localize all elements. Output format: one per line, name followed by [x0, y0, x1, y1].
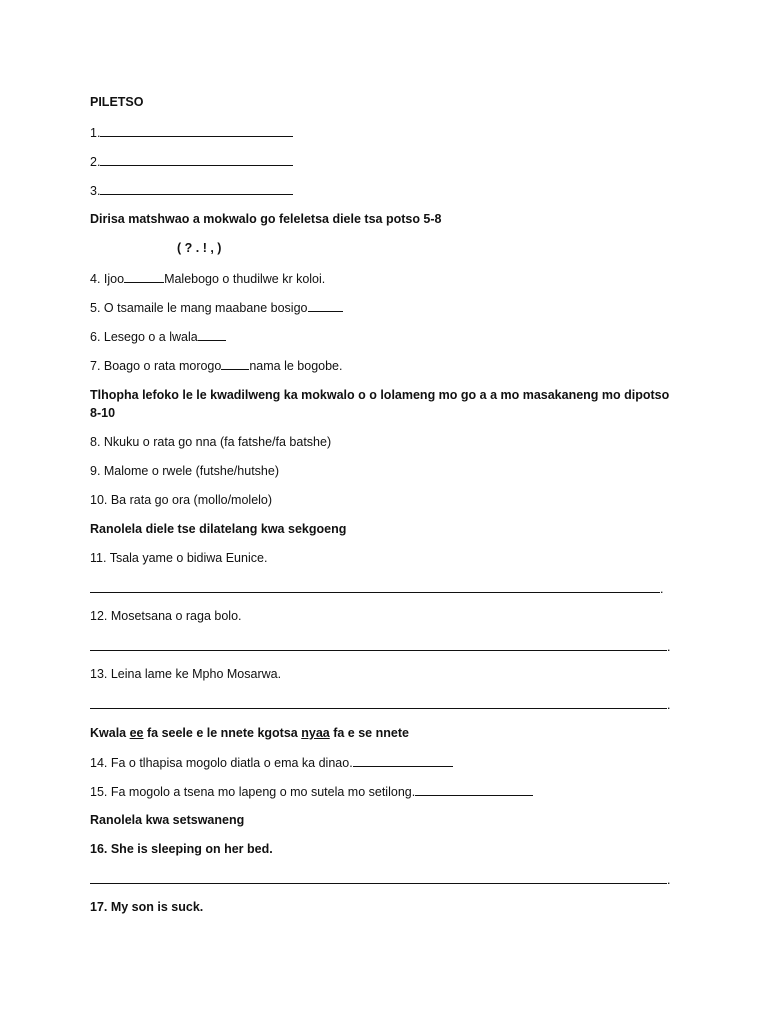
question-text: 4. Ijoo: [90, 272, 125, 286]
answer-number: 2.: [90, 155, 101, 169]
question-10: 10. Ba rata go ora (mollo/molelo): [90, 493, 273, 507]
answer-line-11[interactable]: [90, 580, 663, 594]
section5-instruction: Ranolela kwa setswaneng: [90, 813, 245, 827]
line-end: .: [667, 873, 671, 887]
instruction-text: Kwala: [90, 726, 130, 740]
question-text: 6. Lesego o a lwala: [90, 330, 198, 344]
question-7: [90, 357, 342, 374]
answer-line-1[interactable]: [90, 124, 293, 141]
answer-number: 3.: [90, 184, 101, 198]
answer-line-12[interactable]: [90, 638, 670, 652]
section2-instruction: Tlhopha lefoko le le kwadilweng ka mokwalo o o lolameng mo go a a mo masakaneng mo dipotso 8-10: [90, 388, 670, 420]
line-end: .: [667, 698, 671, 712]
blank[interactable]: [415, 783, 533, 796]
question-text: 14. Fa o tlhapisa mogolo diatla o ema ka dinao.: [90, 756, 353, 770]
instruction-ee: ee: [129, 726, 144, 740]
question-17: 17. My son is suck.: [90, 900, 204, 914]
punctuation-marks: ( ? . ! , ): [177, 241, 222, 255]
question-8: 8. Nkuku o rata go nna (fa fatshe/fa batshe): [90, 435, 332, 449]
question-14: [90, 754, 453, 771]
blank[interactable]: [353, 754, 453, 767]
question-11: 11. Tsala yame o bidiwa Eunice.: [90, 551, 268, 565]
question-text: 5. O tsamaile le mang maabane bosigo: [90, 301, 308, 315]
answer-line-3[interactable]: [90, 182, 293, 199]
question-text: nama le bogobe.: [249, 359, 343, 373]
question-text: 7. Boago o rata morogo: [90, 359, 222, 373]
answer-line-13[interactable]: [90, 696, 670, 710]
blank[interactable]: [100, 124, 293, 137]
line-end: .: [667, 640, 671, 654]
answer-line-16[interactable]: [90, 871, 670, 885]
question-6: [90, 328, 226, 345]
section3-instruction: Ranolela diele tse dilatelang kwa sekgoeng: [90, 522, 347, 536]
instruction-nyaa: nyaa: [301, 726, 330, 740]
question-12: 12. Mosetsana o raga bolo.: [90, 609, 242, 623]
section4-instruction: [90, 725, 409, 741]
question-5: [90, 299, 343, 316]
blank[interactable]: [198, 328, 226, 341]
question-9: 9. Malome o rwele (futshe/hutshe): [90, 464, 279, 478]
question-13: 13. Leina lame ke Mpho Mosarwa.: [90, 667, 282, 681]
question-text: Malebogo o thudilwe kr koloi.: [164, 272, 326, 286]
instruction-text: fa e se nnete: [329, 726, 409, 740]
question-15: [90, 783, 533, 800]
blank[interactable]: [124, 270, 164, 283]
answer-line-2[interactable]: [90, 153, 293, 170]
blank[interactable]: [308, 299, 343, 312]
section1-instruction: Dirisa matshwao a mokwalo go feleletsa diele tsa potso 5-8: [90, 212, 442, 226]
blank[interactable]: [100, 182, 293, 195]
instruction-text: fa seele e le nnete kgotsa: [143, 726, 302, 740]
line-end: .: [660, 582, 664, 596]
question-text: 15. Fa mogolo a tsena mo lapeng o mo sutela mo setilong.: [90, 785, 416, 799]
answer-number: 1.: [90, 126, 101, 140]
question-4: [90, 270, 325, 287]
page-title: PILETSO: [90, 95, 144, 109]
blank[interactable]: [221, 357, 249, 370]
question-16: 16. She is sleeping on her bed.: [90, 842, 273, 856]
blank[interactable]: [100, 153, 293, 166]
